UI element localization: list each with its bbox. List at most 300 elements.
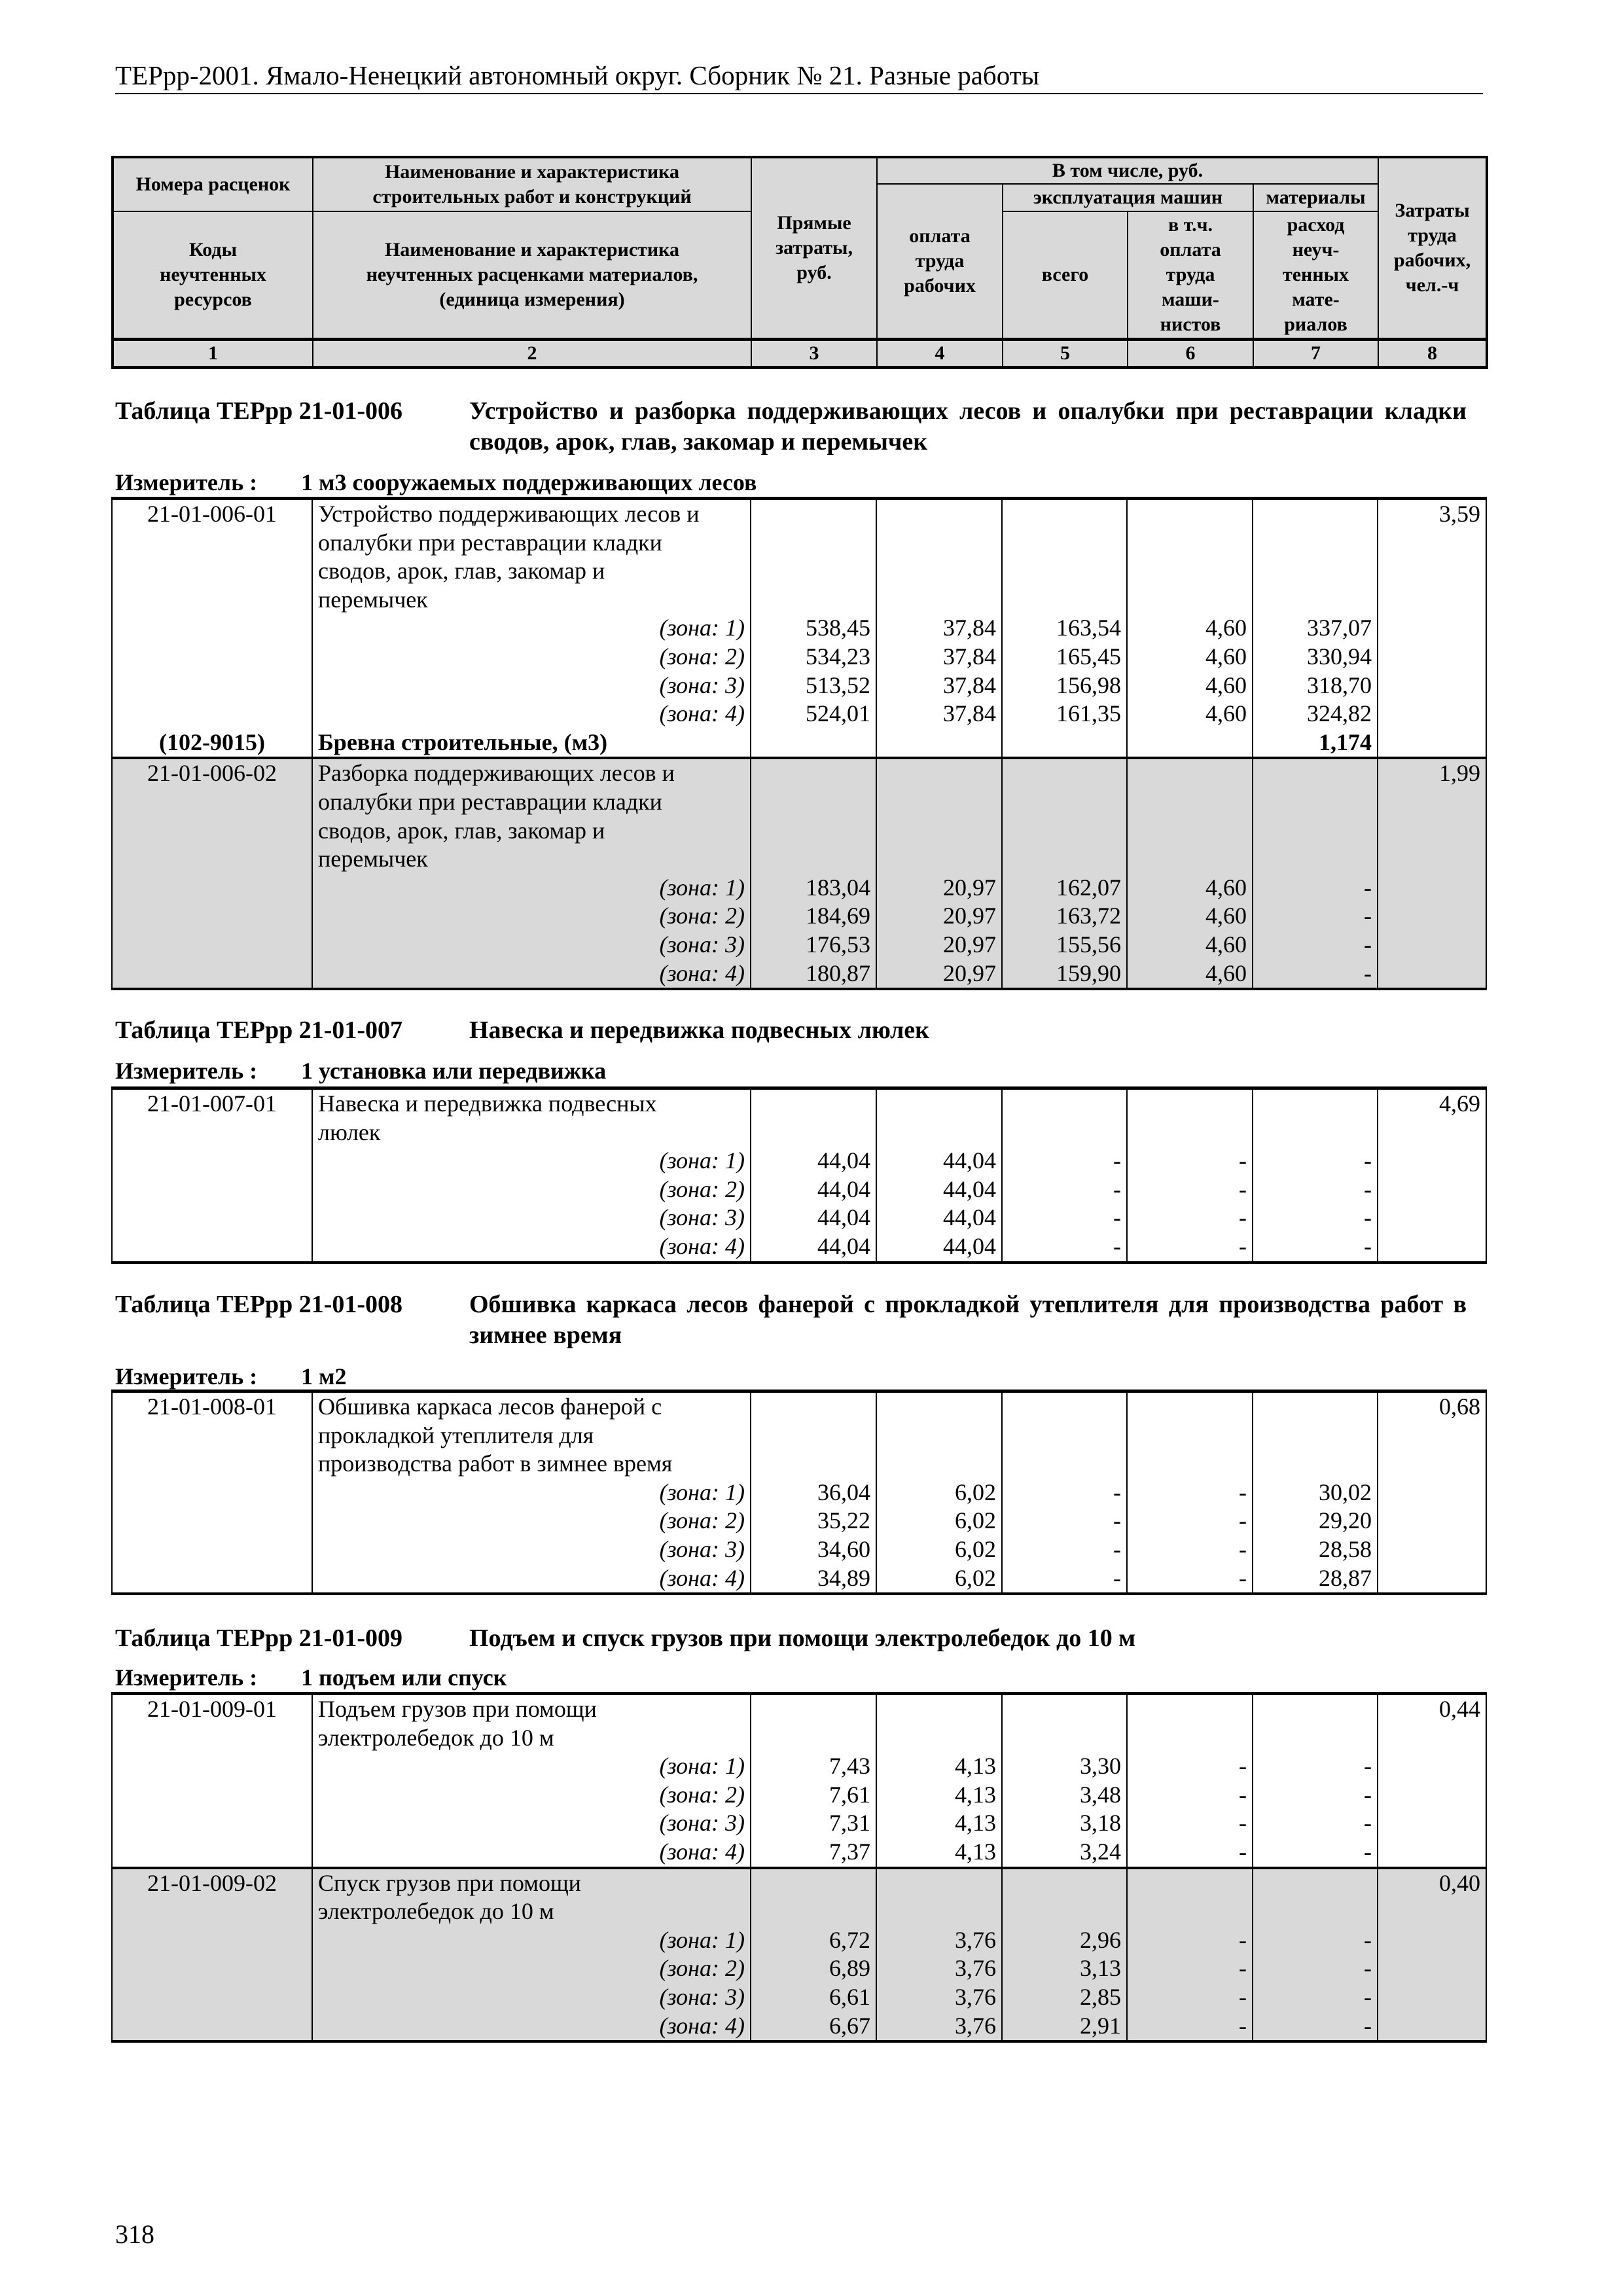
column-number: 4 — [877, 339, 1003, 367]
rate-row — [112, 758, 1486, 989]
worker-pay: 6,02 — [955, 1535, 996, 1562]
blank-line — [1133, 586, 1247, 615]
blank-line — [1133, 1897, 1247, 1926]
blank-line — [1258, 500, 1372, 529]
cell-col-6 — [1127, 1694, 1253, 1868]
zone-label: (зона: 4) — [659, 1838, 745, 1865]
blank-line — [757, 1897, 870, 1926]
blank-line — [118, 700, 306, 728]
blank-line — [1008, 1724, 1121, 1753]
machinist-pay: 4,60 — [1205, 903, 1247, 929]
worker-pay: 44,04 — [943, 1232, 996, 1259]
blank-line — [757, 500, 870, 529]
blank-line — [1008, 759, 1121, 788]
zone-label: (зона: 2) — [659, 903, 745, 929]
zone-label: (зона: 3) — [659, 1983, 745, 2010]
measure-unit: 1 м3 сооружаемых поддерживающих лесов — [301, 469, 757, 495]
cell-col-8 — [1378, 1694, 1486, 1868]
blank-line — [757, 1869, 870, 1898]
rate-code: 21-01-009-01 — [147, 1696, 277, 1722]
cell-col-4 — [876, 1088, 1002, 1263]
materials-cost: - — [1364, 1983, 1372, 2010]
cell-col-1 — [112, 1694, 312, 1868]
blank-line — [1008, 557, 1121, 586]
blank-line — [1133, 500, 1247, 529]
rate-description: Подъем грузов при помощи — [318, 1696, 597, 1722]
blank-line — [1008, 1869, 1121, 1898]
cell-col-8 — [1378, 1391, 1486, 1594]
measure-line — [115, 1363, 347, 1390]
cell-col-2 — [312, 1391, 751, 1594]
measure-unit: 1 подъем или спуск — [301, 1664, 507, 1691]
rate-description: Навеска и передвижка подвесных — [318, 1090, 657, 1117]
blank-line — [757, 529, 870, 558]
blank-line — [757, 1393, 870, 1422]
blank-line — [1258, 1090, 1372, 1119]
rates-table — [111, 1692, 1487, 2043]
blank-line — [882, 817, 996, 846]
machinist-pay: - — [1239, 1232, 1247, 1259]
blank-line — [882, 1450, 996, 1479]
blank-line — [118, 643, 306, 672]
machines-total: 155,56 — [1056, 931, 1121, 958]
blank-line — [118, 874, 306, 903]
machines-total: 3,24 — [1080, 1838, 1121, 1865]
blank-line — [118, 931, 306, 960]
blank-line — [882, 1422, 996, 1450]
blank-line — [1258, 1869, 1372, 1898]
cell-col-7 — [1253, 758, 1378, 989]
blank-line — [757, 1422, 870, 1450]
worker-pay: 20,97 — [943, 874, 996, 901]
blank-line — [1258, 1897, 1372, 1926]
materials-cost: 318,70 — [1307, 672, 1372, 698]
cell-col-1 — [112, 758, 312, 989]
blank-line — [118, 672, 306, 700]
header-including: В том числе, руб. — [877, 157, 1378, 184]
blank-line — [882, 1869, 996, 1898]
machines-total: 2,96 — [1080, 1926, 1121, 1953]
machinist-pay: - — [1239, 1810, 1247, 1837]
labor-hours: 3,59 — [1439, 501, 1480, 527]
rates-table — [111, 1390, 1487, 1595]
direct-costs: 183,04 — [806, 874, 870, 901]
zone-label: (зона: 1) — [659, 1147, 745, 1174]
cell-col-4 — [876, 758, 1002, 989]
cell-col-1 — [112, 1088, 312, 1263]
machinist-pay: - — [1239, 1983, 1247, 2010]
blank-line — [1008, 845, 1121, 874]
direct-costs: 7,31 — [829, 1810, 870, 1837]
blank-line — [1133, 1695, 1247, 1724]
blank-line — [1008, 1422, 1121, 1450]
header-labor-costs: Затраты труда рабочих, чел.-ч — [1378, 157, 1487, 339]
blank-line — [118, 902, 306, 931]
blank-line — [1133, 1119, 1247, 1147]
machinist-pay: 4,60 — [1205, 615, 1247, 641]
zone-label: (зона: 1) — [659, 1926, 745, 1953]
blank-line — [118, 1564, 306, 1593]
cell-col-8 — [1378, 499, 1486, 759]
labor-hours: 0,68 — [1439, 1393, 1480, 1420]
blank-line — [882, 1724, 996, 1753]
machines-total: - — [1113, 1507, 1121, 1534]
worker-pay: 37,84 — [943, 672, 996, 698]
blank-line — [882, 500, 996, 529]
direct-costs: 180,87 — [806, 960, 870, 986]
blank-line — [118, 1175, 306, 1204]
resource-quantity: 1,174 — [1319, 728, 1372, 755]
measure-line — [115, 469, 757, 495]
materials-cost: - — [1364, 1926, 1372, 1953]
blank-line — [118, 1422, 306, 1450]
machinist-pay: - — [1239, 1535, 1247, 1562]
measure-label: Измеритель : — [115, 1058, 258, 1084]
blank-line — [882, 1695, 996, 1724]
blank-line — [757, 759, 870, 788]
cell-col-7 — [1253, 1868, 1378, 2042]
materials-cost: - — [1364, 1810, 1372, 1837]
machines-total: - — [1113, 1479, 1121, 1505]
worker-pay: 20,97 — [943, 931, 996, 958]
table-title — [115, 1015, 1467, 1046]
column-number: 5 — [1003, 339, 1128, 367]
blank-line — [1133, 1393, 1247, 1422]
zone-label: (зона: 3) — [659, 1810, 745, 1837]
machines-total: 165,45 — [1056, 643, 1121, 670]
materials-cost: - — [1364, 1147, 1372, 1174]
rate-row — [112, 1694, 1486, 1868]
blank-line — [1133, 1422, 1247, 1450]
worker-pay: 4,13 — [955, 1838, 996, 1865]
cell-col-7 — [1253, 1391, 1378, 1594]
blank-line — [882, 1119, 996, 1147]
cell-col-2 — [312, 1694, 751, 1868]
machinist-pay: 4,60 — [1205, 931, 1247, 958]
blank-line — [882, 845, 996, 874]
rate-row — [112, 1088, 1486, 1263]
rate-description: сводов, арок, глав, закомар и — [318, 558, 605, 584]
blank-line — [118, 1752, 306, 1781]
rate-description: Разборка поддерживающих лесов и — [318, 760, 675, 787]
labor-hours: 1,99 — [1439, 760, 1480, 787]
blank-line — [882, 557, 996, 586]
cell-col-5 — [1002, 1088, 1127, 1263]
materials-cost: - — [1364, 1232, 1372, 1259]
rate-row — [112, 1868, 1486, 2042]
direct-costs: 35,22 — [817, 1507, 870, 1534]
materials-cost: - — [1364, 874, 1372, 901]
cell-col-5 — [1002, 1391, 1127, 1594]
machinist-pay: - — [1239, 1926, 1247, 1953]
worker-pay: 6,02 — [955, 1564, 996, 1591]
direct-costs: 6,67 — [829, 2012, 870, 2039]
zone-label: (зона: 2) — [659, 1175, 745, 1202]
blank-line — [757, 845, 870, 874]
machines-total: 2,91 — [1080, 2012, 1121, 2039]
machines-total: - — [1113, 1232, 1121, 1259]
direct-costs: 6,72 — [829, 1926, 870, 1953]
zone-label: (зона: 4) — [659, 2012, 745, 2039]
machines-total: 3,13 — [1080, 1955, 1121, 1982]
cell-col-3 — [751, 1088, 876, 1263]
blank-line — [757, 1450, 870, 1479]
machinist-pay: - — [1239, 1507, 1247, 1534]
machinist-pay: - — [1239, 2012, 1247, 2039]
cell-col-1 — [112, 1391, 312, 1594]
worker-pay: 20,97 — [943, 960, 996, 986]
blank-line — [1133, 1450, 1247, 1479]
blank-line — [118, 1724, 306, 1753]
header-work-name: Наименование и характеристика строительных работ и конструкций — [313, 157, 751, 211]
blank-line — [882, 1393, 996, 1422]
blank-line — [1133, 557, 1247, 586]
blank-line — [757, 1119, 870, 1147]
table-title-text: Навеска и передвижка подвесных люлек — [469, 1016, 930, 1044]
header-materials: материалы — [1253, 184, 1378, 211]
direct-costs: 7,61 — [829, 1781, 870, 1808]
cell-col-6 — [1127, 1868, 1253, 2042]
zone-label: (зона: 4) — [659, 1232, 745, 1259]
blank-line — [1008, 1897, 1121, 1926]
blank-line — [882, 529, 996, 558]
worker-pay: 37,84 — [943, 615, 996, 641]
blank-line — [118, 1147, 306, 1175]
machinist-pay: - — [1239, 1204, 1247, 1231]
materials-cost: - — [1364, 1955, 1372, 1982]
cell-col-3 — [751, 758, 876, 989]
cell-col-6 — [1127, 1088, 1253, 1263]
blank-line — [118, 529, 306, 558]
worker-pay: 20,97 — [943, 903, 996, 929]
rates-table — [111, 497, 1487, 990]
direct-costs: 6,89 — [829, 1955, 870, 1982]
blank-line — [757, 817, 870, 846]
materials-cost: 324,82 — [1307, 700, 1372, 727]
rate-description: прокладкой утеплителя для — [318, 1422, 594, 1448]
column-number: 6 — [1128, 339, 1253, 367]
blank-line — [118, 614, 306, 643]
zone-label: (зона: 4) — [659, 960, 745, 986]
blank-line — [1258, 817, 1372, 846]
cell-col-6 — [1127, 1391, 1253, 1594]
blank-line — [1008, 1393, 1121, 1422]
direct-costs: 44,04 — [817, 1232, 870, 1259]
zone-label: (зона: 2) — [659, 1507, 745, 1534]
blank-line — [757, 1695, 870, 1724]
machines-total: 161,35 — [1056, 700, 1121, 727]
blank-line — [1258, 845, 1372, 874]
blank-line — [1133, 1724, 1247, 1753]
table-label: Таблица ТЕРрр 21-01-008 — [115, 1291, 403, 1318]
rate-row — [112, 499, 1486, 759]
materials-cost: 330,94 — [1307, 643, 1372, 670]
blank-line — [1008, 817, 1121, 846]
blank-line — [118, 586, 306, 615]
rate-code: 21-01-006-02 — [147, 760, 277, 787]
cell-col-7 — [1253, 1088, 1378, 1263]
cell-col-4 — [876, 1391, 1002, 1594]
column-number: 7 — [1253, 339, 1378, 367]
direct-costs: 538,45 — [806, 615, 870, 641]
cell-col-5 — [1002, 758, 1127, 989]
blank-line — [118, 1983, 306, 2012]
machines-total: 162,07 — [1056, 874, 1121, 901]
materials-cost: 30,02 — [1319, 1479, 1372, 1505]
blank-line — [1133, 759, 1247, 788]
rate-description: производства работ в зимнее время — [318, 1450, 673, 1477]
blank-line — [882, 1897, 996, 1926]
machines-total: 163,54 — [1056, 615, 1121, 641]
blank-line — [757, 1090, 870, 1119]
direct-costs: 36,04 — [817, 1479, 870, 1505]
zone-label: (зона: 2) — [659, 643, 745, 670]
blank-line — [1258, 1422, 1372, 1450]
rate-description: электролебедок до 10 м — [318, 1898, 554, 1925]
table-label: Таблица ТЕРрр 21-01-009 — [115, 1624, 403, 1652]
cell-col-3 — [751, 1694, 876, 1868]
rate-description: перемычек — [318, 846, 428, 872]
blank-line — [1133, 788, 1247, 817]
direct-costs: 7,43 — [829, 1753, 870, 1780]
measure-label: Измеритель : — [115, 469, 258, 495]
blank-line — [1008, 788, 1121, 817]
blank-line — [118, 1119, 306, 1147]
rate-description: Устройство поддерживающих лесов и — [318, 501, 700, 527]
measure-unit: 1 м2 — [301, 1363, 347, 1390]
zone-label: (зона: 2) — [659, 1781, 745, 1808]
cell-col-2 — [312, 1868, 751, 2042]
cell-col-8 — [1378, 758, 1486, 989]
header-machine-operation: эксплуатация машин — [1003, 184, 1253, 211]
blank-line — [1008, 1695, 1121, 1724]
machinist-pay: - — [1239, 1564, 1247, 1591]
materials-cost: - — [1364, 2012, 1372, 2039]
rate-description: опалубки при реставрации кладки — [318, 529, 662, 556]
blank-line — [118, 1954, 306, 1983]
blank-line — [757, 788, 870, 817]
blank-line — [118, 1479, 306, 1507]
column-number: 2 — [313, 339, 751, 367]
direct-costs: 34,89 — [817, 1564, 870, 1591]
cell-col-4 — [876, 499, 1002, 759]
worker-pay: 44,04 — [943, 1175, 996, 1202]
blank-line — [118, 1535, 306, 1564]
machines-total: 159,90 — [1056, 960, 1121, 986]
blank-line — [1258, 1393, 1372, 1422]
machines-total: 3,48 — [1080, 1781, 1121, 1808]
machinist-pay: - — [1239, 1479, 1247, 1505]
measure-label: Измеритель : — [115, 1363, 258, 1390]
worker-pay: 37,84 — [943, 700, 996, 727]
blank-line — [1258, 1119, 1372, 1147]
worker-pay: 37,84 — [943, 643, 996, 670]
header-resource-codes: Коды неучтенных ресурсов — [113, 211, 313, 339]
blank-line — [118, 1781, 306, 1810]
blank-line — [118, 1809, 306, 1838]
materials-cost: - — [1364, 1175, 1372, 1202]
machinist-pay: - — [1239, 1753, 1247, 1780]
table-label: Таблица ТЕРрр 21-01-007 — [115, 1016, 403, 1044]
rate-code: 21-01-009-02 — [147, 1869, 277, 1896]
cell-col-3 — [751, 499, 876, 759]
zone-label: (зона: 3) — [659, 931, 745, 958]
column-number: 8 — [1378, 339, 1487, 367]
rate-description: электролебедок до 10 м — [318, 1724, 554, 1751]
blank-line — [1258, 788, 1372, 817]
measure-line — [115, 1058, 606, 1084]
materials-cost: 29,20 — [1319, 1507, 1372, 1534]
measure-line — [115, 1664, 507, 1691]
worker-pay: 4,13 — [955, 1781, 996, 1808]
rate-description: опалубки при реставрации кладки — [318, 788, 662, 815]
machines-total: 3,18 — [1080, 1810, 1121, 1837]
blank-line — [1133, 845, 1247, 874]
blank-line — [882, 586, 996, 615]
machines-total: 163,72 — [1056, 903, 1121, 929]
column-header-table — [111, 156, 1488, 369]
blank-line — [882, 728, 996, 757]
machinist-pay: - — [1239, 1781, 1247, 1808]
blank-line — [118, 2012, 306, 2041]
blank-line — [757, 1724, 870, 1753]
zone-label: (зона: 3) — [659, 672, 745, 698]
header-rate-numbers: Номера расценок — [113, 157, 313, 211]
rate-description: Обшивка каркаса лесов фанерой с — [318, 1393, 662, 1420]
blank-line — [118, 788, 306, 817]
header-worker-pay: оплата труда рабочих — [877, 184, 1003, 339]
blank-line — [882, 759, 996, 788]
blank-line — [757, 557, 870, 586]
cell-col-6 — [1127, 758, 1253, 989]
worker-pay: 4,13 — [955, 1810, 996, 1837]
blank-line — [1008, 586, 1121, 615]
blank-line — [882, 788, 996, 817]
machinist-pay: - — [1239, 1838, 1247, 1865]
measure-unit: 1 установка или передвижка — [301, 1058, 607, 1084]
table-title-text: Подъем и спуск грузов при помощи электролебедок до 10 м — [469, 1624, 1136, 1652]
machines-total: - — [1113, 1175, 1121, 1202]
cell-col-1 — [112, 499, 312, 759]
materials-cost: 28,87 — [1319, 1564, 1372, 1591]
machinist-pay: - — [1239, 1147, 1247, 1174]
zone-label: (зона: 3) — [659, 1535, 745, 1562]
blank-line — [757, 586, 870, 615]
blank-line — [1258, 1450, 1372, 1479]
resource-name: Бревна строительные, (м3) — [318, 728, 608, 755]
blank-line — [118, 1204, 306, 1232]
labor-hours: 4,69 — [1439, 1090, 1480, 1117]
zone-label: (зона: 1) — [659, 874, 745, 901]
table-label: Таблица ТЕРрр 21-01-006 — [115, 397, 403, 425]
direct-costs: 176,53 — [806, 931, 870, 958]
machinist-pay: - — [1239, 1175, 1247, 1202]
materials-cost: - — [1364, 1781, 1372, 1808]
machinist-pay: 4,60 — [1205, 960, 1247, 986]
worker-pay: 44,04 — [943, 1204, 996, 1231]
worker-pay: 3,76 — [955, 1983, 996, 2010]
zone-label: (зона: 4) — [659, 1564, 745, 1591]
labor-hours: 0,44 — [1439, 1696, 1480, 1722]
rates-table — [111, 1086, 1487, 1264]
blank-line — [1258, 586, 1372, 615]
worker-pay: 3,76 — [955, 1955, 996, 1982]
blank-line — [1133, 1090, 1247, 1119]
blank-line — [118, 817, 306, 846]
header-direct-costs: Прямые затраты, руб. — [751, 157, 877, 339]
cell-col-8 — [1378, 1088, 1486, 1263]
resource-code: (102-9015) — [159, 728, 265, 755]
